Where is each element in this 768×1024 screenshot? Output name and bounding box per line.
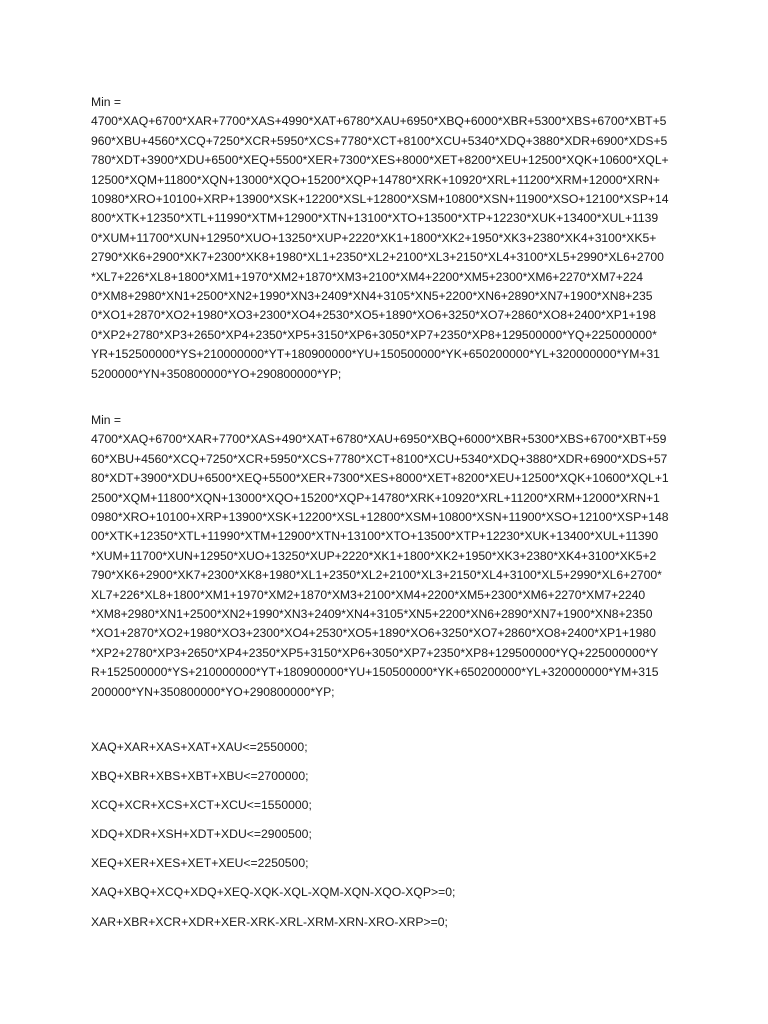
objective-function-2 [91, 411, 678, 702]
objective-line: *XL7+226*XL8+1800*XM1+1970*XM2+1870*XM3+2100*XM4+2200*XM5+2300*XM6+2270*XM7+224 [91, 269, 644, 284]
objective-line: YR+152500000*YS+210000000*YT+180900000*YU+150500000*YK+650200000*YL+320000000*YM+31 [91, 347, 660, 362]
objective-line: *XM8+2980*XN1+2500*XN2+1990*XN3+2409*XN4+3105*XN5+2200*XN6+2890*XN7+1900*XN8+2350 [91, 607, 653, 622]
objective-line: 0*XUM+11700*XUN+12950*XUO+13250*XUP+2220*XK1+1800*XK2+1950*XK3+2380*XK4+3100*XK5+ [91, 230, 657, 245]
objective-line: 4700*XAQ+6700*XAR+7700*XAS+490*XAT+6780*XAU+6950*XBQ+6000*XBR+5300*XBS+6700*XBT+59 [91, 432, 667, 447]
objective-line: 0*XO1+2870*XO2+1980*XO3+2300*XO4+2530*XO5+1890*XO6+3250*XO7+2860*XO8+2400*XP1+198 [91, 308, 656, 323]
objective-line: 0*XP2+2780*XP3+2650*XP4+2350*XP5+3150*XP6+3050*XP7+2350*XP8+129500000*YQ+225000000* [91, 327, 657, 342]
constraint-line: XAQ+XAR+XAS+XAT+XAU<=2550000; [91, 740, 308, 754]
objective-line: 2500*XQM+11800*XQN+13000*XQO+15200*XQP+14780*XRK+10920*XRL+11200*XRM+12000*XRN+1 [91, 490, 660, 505]
objective-line: Min = [91, 95, 121, 109]
objective-line: 80*XDT+3900*XDU+6500*XEQ+5500*XER+7300*XES+8000*XET+8200*XEU+12500*XQK+10600*XQL+1 [91, 471, 669, 486]
objective-line: XL7+226*XL8+1800*XM1+1970*XM2+1870*XM3+2100*XM4+2200*XM5+2300*XM6+2270*XM7+2240 [91, 587, 646, 602]
objective-line: 12500*XQM+11800*XQN+13000*XQO+15200*XQP+14780*XRK+10920*XRL+11200*XRM+12000*XRN+ [91, 172, 660, 187]
objective-line: 200000*YN+350800000*YO+290800000*YP; [91, 684, 335, 699]
objective-line: 780*XDT+3900*XDU+6500*XEQ+5500*XER+7300*XES+8000*XET+8200*XEU+12500*XQK+10600*XQL+ [91, 153, 669, 168]
constraints-list [91, 733, 678, 937]
objective-line: 5200000*YN+350800000*YO+290800000*YP; [91, 366, 342, 381]
objective-line: 00*XTK+12350*XTL+11990*XTM+12900*XTN+13100*XTO+13500*XTP+12230*XUK+13400*XUL+11390 [91, 529, 659, 544]
objective-line: 2790*XK6+2900*XK7+2300*XK8+1980*XL1+2350*XL2+2100*XL3+2150*XL4+3100*XL5+2990*XL6+2700 [91, 250, 664, 265]
constraint-line: XAR+XBR+XCR+XDR+XER-XRK-XRL-XRM-XRN-XRO-XRP>=0; [91, 914, 448, 929]
objective-line: 790*XK6+2900*XK7+2300*XK8+1980*XL1+2350*XL2+2100*XL3+2150*XL4+3100*XL5+2990*XL6+2700* [91, 568, 662, 583]
objective-line: *XP2+2780*XP3+2650*XP4+2350*XP5+3150*XP6+3050*XP7+2350*XP8+129500000*YQ+225000000*Y [91, 645, 659, 660]
objective-line: 0980*XRO+10100+XRP+13900*XSK+12200*XSL+12800*XSM+10800*XSN+11900*XSO+12100*XSP+148 [91, 510, 669, 525]
constraint-line: XDQ+XDR+XSH+XDT+XDU<=2900500; [91, 827, 312, 842]
objective-line: 0*XM8+2980*XN1+2500*XN2+1990*XN3+2409*XN4+3105*XN5+2200*XN6+2890*XN7+1900*XN8+235 [91, 289, 653, 304]
objective-line: 4700*XAQ+6700*XAR+7700*XAS+4990*XAT+6780*XAU+6950*XBQ+6000*XBR+5300*XBS+6700*XBT+5 [91, 114, 667, 129]
objective-line: *XUM+11700*XUN+12950*XUO+13250*XUP+2220*XK1+1800*XK2+1950*XK3+2380*XK4+3100*XK5+2 [91, 548, 657, 563]
objective-line: 960*XBU+4560*XCQ+7250*XCR+5950*XCS+7780*XCT+8100*XCU+5340*XDQ+3880*XDR+6900*XDS+5 [91, 133, 668, 148]
objective-line: 60*XBU+4560*XCQ+7250*XCR+5950*XCS+7780*XCT+8100*XCU+5340*XDQ+3880*XDR+6900*XDS+57 [91, 451, 668, 466]
objective-line: 10980*XRO+10100+XRP+13900*XSK+12200*XSL+12800*XSM+10800*XSN+11900*XSO+12100*XSP+14 [91, 192, 669, 207]
objective-line: 800*XTK+12350*XTL+11990*XTM+12900*XTN+13100*XTO+13500*XTP+12230*XUK+13400*XUL+1139 [91, 211, 659, 226]
objective-line: R+152500000*YS+210000000*YT+180900000*YU+150500000*YK+650200000*YL+320000000*YM+315 [91, 665, 659, 680]
constraint-line: XAQ+XBQ+XCQ+XDQ+XEQ-XQK-XQL-XQM-XQN-XQO-XQP>=0; [91, 885, 456, 900]
constraint-line: XBQ+XBR+XBS+XBT+XBU<=2700000; [91, 769, 309, 784]
objective-function-1 [91, 93, 678, 384]
constraint-line: XEQ+XER+XES+XET+XEU<=2250500; [91, 856, 309, 871]
objective-line: *XO1+2870*XO2+1980*XO3+2300*XO4+2530*XO5+1890*XO6+3250*XO7+2860*XO8+2400*XP1+1980 [91, 626, 656, 641]
objective-line: Min = [91, 413, 121, 427]
constraint-line: XCQ+XCR+XCS+XCT+XCU<=1550000; [91, 798, 312, 813]
